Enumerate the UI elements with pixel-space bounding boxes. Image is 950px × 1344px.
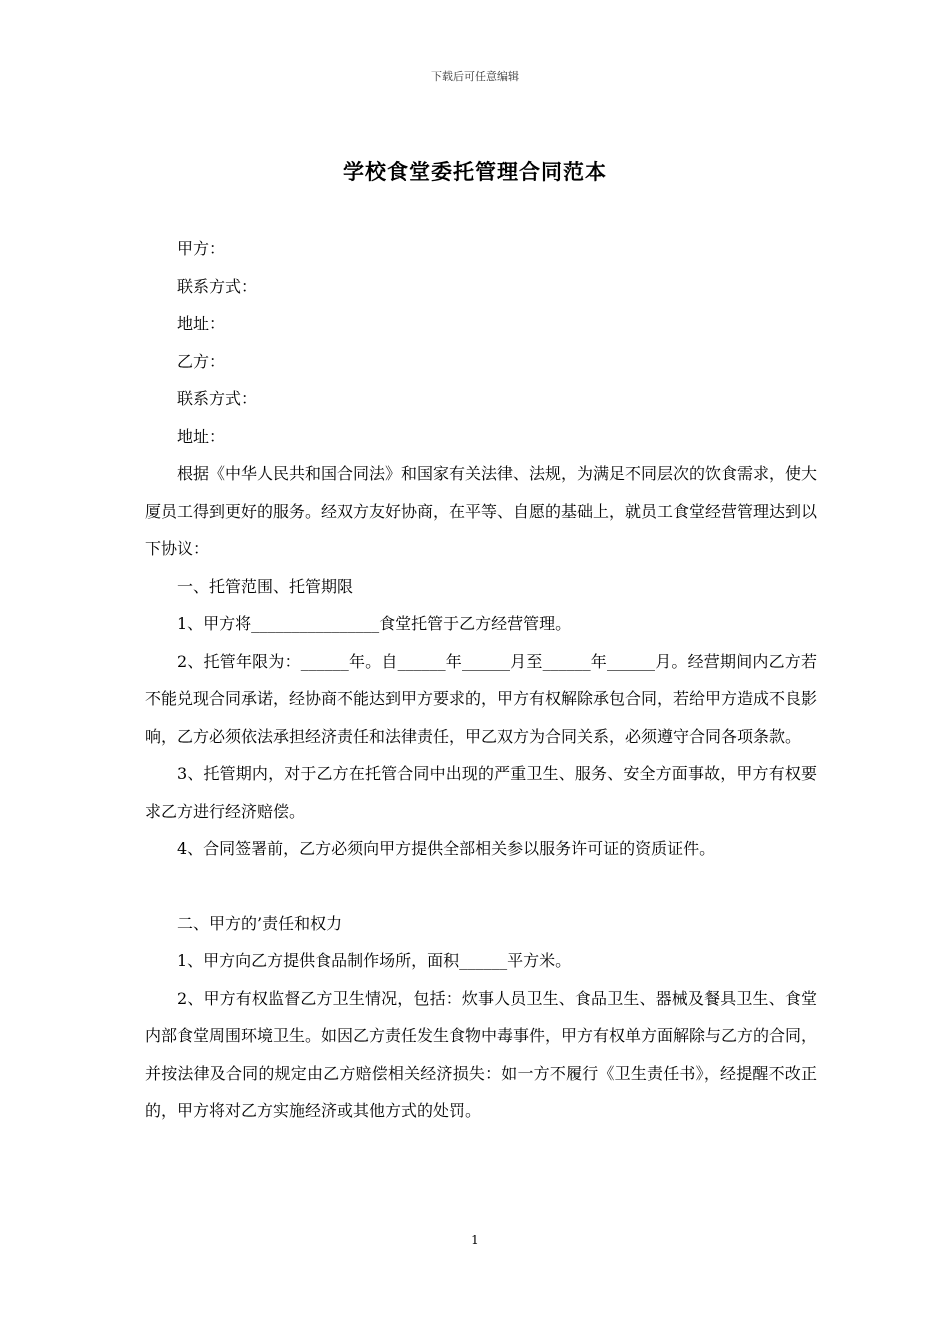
party-a-contact-line: 联系方式： — [177, 276, 258, 296]
party-a-line: 甲方： — [177, 239, 226, 258]
document-title: 学校食堂委托管理合同范本 — [343, 159, 607, 184]
section-1-heading: 一、托管范围、托管期限 — [177, 576, 354, 596]
section-1-item: 2、托管年限为：______年。自______年______月至______年______月。经营期间内乙方若不能兑现合同承诺，经协商不能达到甲方要求的，甲方有权解除承包合同，若给甲方造成不良影响，乙方必须依法承担经济责任和法律责任，甲乙双方为合同关系，必须遵守合同各项条款。 — [145, 651, 818, 746]
party-b-address-line: 地址： — [177, 426, 226, 446]
section-2-heading: 二、甲方的’责任和权力 — [177, 913, 343, 933]
page-number: 1 — [471, 1233, 479, 1247]
party-b-line: 乙方： — [177, 351, 226, 371]
preamble-paragraph: 根据《中华人民共和国合同法》和国家有关法律、法规，为满足不同层次的饮食需求，使大厦员工得到更好的服务。经双方友好协商，在平等、自愿的基础上，就员工食堂经营管理达到以下协议： — [145, 464, 818, 558]
section-2-item: 1、甲方向乙方提供食品制作场所，面积______平方米。 — [177, 951, 572, 970]
party-b-contact-line: 联系方式： — [177, 389, 258, 408]
section-2-item: 2、甲方有权监督乙方卫生情况，包括：炊事人员卫生、食品卫生、器械及餐具卫生、食堂内部食堂周围环境卫生。如因乙方责任发生食物中毒事件，甲方有权单方面解除与乙方的合同，并按法律及合同的规定由乙方赔偿相关经济损失：如一方不履行《卫生责任书》，经提醒不改正的，甲方将对乙方实施经济或其他方式的处罚。 — [145, 988, 818, 1120]
section-1-item: 1、甲方将________________食堂托管于乙方经营管理。 — [177, 614, 572, 633]
section-1-item: 4、合同签署前，乙方必须向甲方提供全部相关参以服务许可证的资质证件。 — [177, 839, 716, 858]
section-1-item: 3、托管期内，对于乙方在托管合同中出现的严重卫生、服务、安全方面事故，甲方有权要求乙方进行经济赔偿。 — [145, 764, 817, 821]
party-a-address-line: 地址： — [177, 314, 226, 333]
header-note: 下载后可任意编辑 — [431, 70, 519, 83]
section-gap — [145, 868, 817, 905]
contract-body — [145, 230, 817, 1130]
